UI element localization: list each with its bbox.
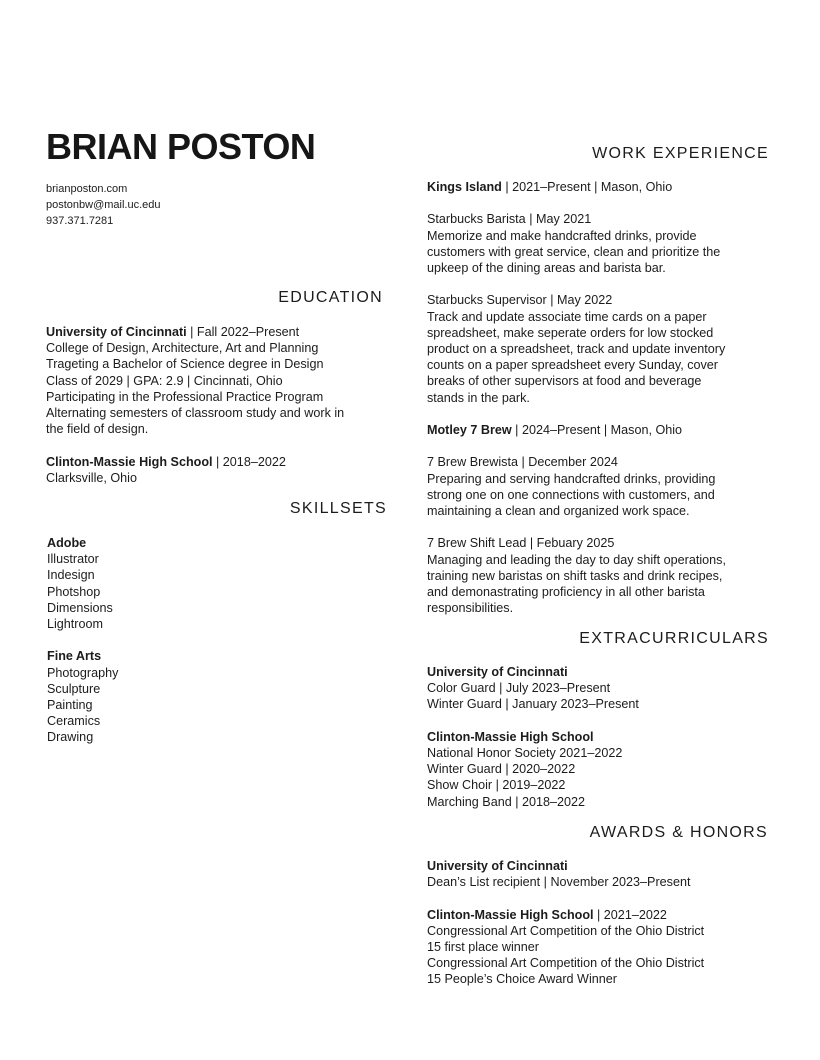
employer-motley-7-brew xyxy=(427,422,787,438)
job-description: training new baristas on shift tasks and drink recipes, xyxy=(427,568,723,583)
skill-group-heading: Fine Arts xyxy=(47,649,102,664)
activity-item: Show Choir | 2019–2022 xyxy=(427,778,566,793)
award-item: 15 first place winner xyxy=(427,940,539,954)
organization-heading: Clinton-Massie High School xyxy=(427,729,594,744)
award-org-meta: | 2021–2022 xyxy=(593,907,667,922)
awards-section xyxy=(427,858,787,988)
education-entry-cmhs xyxy=(46,454,391,470)
activity-item: Color Guard | July 2023–Present xyxy=(427,681,611,696)
extracurriculars-heading: EXTRACURRICULARS xyxy=(579,630,769,647)
job-description: Memorize and make handcrafted drinks, provide xyxy=(427,228,697,243)
education-detail: Class of 2029 | GPA: 2.9 | Cincinnati, Ohio xyxy=(46,373,283,388)
award-org-heading: University of Cincinnati xyxy=(427,859,568,873)
employer-name: Kings Island xyxy=(427,180,502,194)
job-description: Track and update associate time cards on a paper xyxy=(427,309,707,324)
job-description: counts on a paper spreadsheet every Sunday, cover xyxy=(427,358,719,373)
employer-meta: | 2024–Present | Mason, Ohio xyxy=(511,423,683,437)
award-item: Congressional Art Competition of the Ohio District xyxy=(427,923,705,938)
school-name: University of Cincinnati xyxy=(46,325,187,339)
resume-name: BRIAN POSTON xyxy=(46,126,316,167)
job-description: strong one on one connections with customers, and xyxy=(427,487,715,502)
skill-item: Ceramics xyxy=(47,714,101,729)
job-title: 7 Brew Shift Lead | Febuary 2025 xyxy=(427,536,615,551)
skill-group-heading: Adobe xyxy=(47,536,87,550)
job-description: breaks of other supervisors at food and beverage xyxy=(427,374,702,389)
school-meta: | 2018–2022 xyxy=(212,454,286,469)
job-title: Starbucks Barista | May 2021 xyxy=(427,212,592,227)
skillsets-heading: SKILLSETS xyxy=(289,500,387,517)
award-org-heading: Clinton-Massie High School xyxy=(427,907,594,922)
skill-item: Photshop xyxy=(47,584,101,599)
employer-name: Motley 7 Brew xyxy=(427,423,512,437)
job-description: product on a spreadsheet, track and update inventory xyxy=(427,342,726,356)
activity-item: Marching Band | 2018–2022 xyxy=(427,794,586,809)
job-description: customers with great service, clean and prioritize the xyxy=(427,244,721,259)
job-title: Starbucks Supervisor | May 2022 xyxy=(427,293,613,308)
school-meta: | Fall 2022–Present xyxy=(186,325,300,339)
skill-item: Photography xyxy=(47,665,119,680)
organization-heading: University of Cincinnati xyxy=(427,665,568,679)
job-description: maintaining a clean and organized work space. xyxy=(427,504,690,518)
job-description: Managing and leading the day to day shift operations, xyxy=(427,552,726,567)
skill-item: Drawing xyxy=(47,730,94,745)
job-description: Preparing and serving handcrafted drinks, providing xyxy=(427,471,716,486)
activity-item: Winter Guard | January 2023–Present xyxy=(427,697,639,712)
website-link[interactable]: brianposton.com xyxy=(46,183,128,195)
education-detail: College of Design, Architecture, Art and Planning xyxy=(46,341,319,356)
job-title: 7 Brew Brewista | December 2024 xyxy=(427,455,618,470)
award-item: Dean’s List recipient | November 2023–Present xyxy=(427,875,691,890)
awards-heading: AWARDS & HONORS xyxy=(589,824,768,841)
education-detail: Trageting a Bachelor of Science degree in Design xyxy=(46,357,324,372)
education-entry-uc xyxy=(46,324,391,340)
job-description: and demonastrating proficiency in all other barista xyxy=(427,585,705,599)
skill-item: Illustrator xyxy=(47,552,99,567)
employer-meta: | 2021–Present | Mason, Ohio xyxy=(501,180,673,194)
job-description: spreadsheet, make seperate orders for low stocked xyxy=(427,325,714,340)
education-detail: Clarksville, Ohio xyxy=(46,470,137,485)
phone-number: 937.371.7281 xyxy=(46,215,114,227)
activity-item: National Honor Society 2021–2022 xyxy=(427,746,623,760)
email-link[interactable]: postonbw@mail.uc.edu xyxy=(46,199,161,211)
award-item: 15 People’s Choice Award Winner xyxy=(427,972,617,987)
skill-item: Indesign xyxy=(47,568,95,583)
school-name: Clinton-Massie High School xyxy=(46,454,213,469)
award-item: Congressional Art Competition of the Ohio District xyxy=(427,956,705,971)
education-detail: Participating in the Professional Practice Program xyxy=(46,389,324,404)
skillsets-section xyxy=(47,535,347,746)
skill-item: Lightroom xyxy=(47,617,104,632)
extracurriculars-section xyxy=(427,664,787,810)
contact-info xyxy=(46,181,161,229)
work-experience-heading: WORK EXPERIENCE xyxy=(592,145,769,162)
education-heading: EDUCATION xyxy=(278,289,383,306)
activity-item: Winter Guard | 2020–2022 xyxy=(427,762,576,777)
education-section xyxy=(46,324,391,486)
education-detail: Alternating semesters of classroom study and work in xyxy=(46,406,345,421)
work-experience-section xyxy=(427,179,787,616)
skill-item: Painting xyxy=(47,698,93,713)
skill-item: Dimensions xyxy=(47,600,113,615)
job-description: responsibilities. xyxy=(427,601,514,616)
employer-kings-island xyxy=(427,179,787,195)
education-detail: the field of design. xyxy=(46,422,149,437)
award-org-cmhs xyxy=(427,907,787,923)
skill-item: Sculpture xyxy=(47,681,101,696)
job-description: upkeep of the dining areas and barista bar. xyxy=(427,261,666,275)
job-description: stands in the park. xyxy=(427,390,530,405)
